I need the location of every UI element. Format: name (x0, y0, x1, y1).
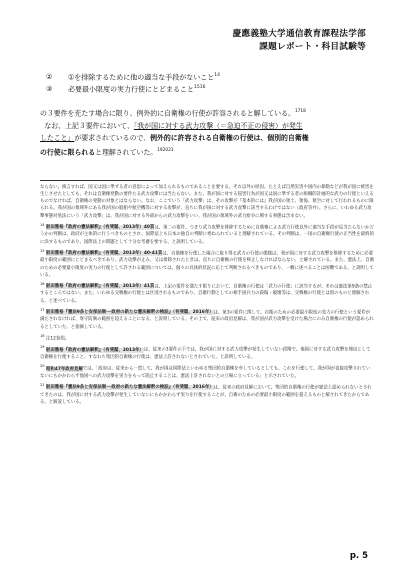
footnote-number: 15 (40, 248, 45, 253)
footnote (40, 307, 374, 331)
footnote (40, 333, 374, 343)
bold-text: 例外的に許容される自衛権の行使は、個別的自衛権 (150, 134, 309, 143)
footnote-source: 阪田雅裕『政府の憲法解釈』（有斐閣、2013年） (45, 347, 144, 353)
footnote-source: 阪田雅裕『政府の憲法解釈』（有斐閣、2013年）41頁 (45, 284, 155, 290)
body-line (40, 132, 374, 145)
body-line (40, 120, 374, 133)
footnote-number: 17 (40, 307, 45, 312)
underlined-text: したこと」 (40, 134, 75, 143)
item-number: ② (46, 73, 53, 82)
university-name: 慶應義塾大学通信教育課程法学部 (232, 29, 366, 39)
page-number: p. 5 (349, 551, 368, 561)
footnote-text: は、自衛権を行使した場合に取り得る武力の行使の態様は、我が国に対する武力攻撃を排除するために必要最小限度の範囲にとどまるべきであり、武力攻撃が止み、又は排除されたときは、直ちに自衛権の行使を終止しなければならない、と解されている。また、憲法上、自衛のための必要最小限度の実力の行使として許される範囲については、個々の具体的状況に応じて判断されるべきものであり、一概に述べることは困難である、と説明している。 (40, 251, 374, 278)
body-text: の３要件を充たす場合に限り、例外的に自衛権の行使が許容されると解している。 (40, 109, 295, 118)
page-header (233, 28, 366, 54)
footnote (40, 281, 374, 305)
item-text: ①を排除するために他の適当な手段がないこと (68, 73, 215, 82)
footnote-number: 18 (40, 333, 45, 338)
footnote-number: 14 (40, 222, 45, 227)
item-number: ③ (46, 85, 53, 94)
footnote-text: 注12参照。 (45, 336, 70, 342)
footnote-text: ならない。換言すれば、国又は国に準ずる者の意思によって加えられるものであることを要する。それ以外の原因、たとえば自然災害や国内の暴動などが我が国に被害を生じさせたとしても、それは自衛権発動の要件たる武力攻撃には当たらない。また、我が国に対する侵害行為が国又は国に準ずる者の組織的計画的な武力の行使といえるものでなければ、自衛権の発動の対象とはならない。なお、ここでいう「武力攻撃」は、その攻撃が『基本的には』我が国の領土、領海、領空に対して行われるものに限られる。我が国の領域外にある我が国の船舶や航空機等に対する攻撃が、直ちに我が国に対する武力攻撃に該当するわけではない（政府答弁）。さらに、いわゆる武力攻撃事態対処法にいう「武力攻撃」は、我が国に対する外部からの武力攻撃をいい、我が国の領域外の武力紛争に関する事態は含まない。 (40, 185, 374, 219)
footnote-divider (40, 180, 160, 181)
body-text: なお、上記３要件において、 (44, 121, 134, 130)
footnote-source: 阪田雅裕『政府の憲法解釈』（有斐閣、2013年）40頁 (45, 225, 155, 231)
body-line (40, 145, 374, 159)
item-text: 必要最小限度の実力行使にとどまること (68, 85, 194, 94)
list-item (46, 82, 376, 94)
footnote-ref: 1718 (294, 109, 306, 114)
footnote (40, 184, 374, 220)
footnote-text: は、従来の政府見解において、集団的自衛権の行使が憲法上認められないとされてきたのは、我が国に対する武力攻撃が発生していないにもかかわらず実力を行使することが、自衛のための必要最小限度の範囲を超えるものと解されてきたからである、と解説している。 (40, 385, 372, 405)
list-item (46, 70, 376, 82)
footnote-number: 20 (40, 364, 45, 369)
footnote (40, 222, 374, 246)
footnote-ref: 1516 (194, 85, 206, 90)
footnote-number: 19 (40, 345, 45, 350)
footnote-text: では、「政府は、従来から一貫して、我が国は国際法上いわゆる集団的自衛権を有しているとしても、これを行使して、我が国が直接攻撃されていないにもかかわらず他国への武力攻撃を実力をもって阻止することは、憲法上許されないとの立場に立っている」と示されていた。 (40, 366, 371, 379)
footnote-number: 21 (40, 382, 45, 387)
footnote-source: 阪田雅裕『政府の憲法解釈』（有斐閣、2013年）40-41頁 (45, 251, 163, 257)
bold-text: の行使に限られる (40, 148, 96, 157)
footnote-source: 阪田雅裕『憲法9条と安保法制──政府の新たな憲法解釈の検証』（有斐閣、2016年） (45, 310, 214, 316)
footnote-source: 昭和47年政府見解 (45, 366, 83, 372)
footnote (40, 344, 374, 361)
body-text: と理解されていた。 (95, 148, 158, 157)
footnote (40, 248, 374, 279)
body-line (40, 106, 374, 120)
document-title: 課題レポート・科目試験等 (259, 42, 366, 52)
footnote-text: は、従来の3要件の下では、我が国に対する武力攻撃が発生していない段階で、他国に対する武力攻撃を理由として自衛権を行使すること、すなわち集団的自衛権の行使は、憲法上許されないとされていた、と説明している。 (40, 347, 371, 360)
footnote (40, 363, 374, 380)
underlined-text: 「我が国に対する武力攻撃（＝急迫不正の侵害）が発生 (133, 121, 303, 130)
footnote-text: は、第3の要件に関して、自衛のための必要最小限度の実力の行使という要件が満たされなければ、専守防衛の範囲を超えることになる、と説明している。その上で、従来の政府見解は、我が国が武力攻撃を受けた場合にのみ自衛権の行使が認められるとしていた、と指摘している。 (40, 310, 374, 330)
body-text: が要求されているので、 (74, 134, 151, 143)
footnote-ref: 14 (214, 73, 221, 78)
footnote-text: は、上記の要件を満たす限りにおいて、自衛権の行使は「武力の行使」に該当するが、それは憲法第9条の禁止するところではない。また、いわゆる交戦権の行使とは区別されるものであり、自衛行動としての相手国兵力の殺傷・破壊等は、交戦権の行使とは別のものと理解される、と述べている。 (40, 284, 373, 304)
footnote-text: は、第二の要件、つまり武力攻撃を排除するために自衛権による武力行使以外に適当な手段が見当たらないかどうかの判断は、政府が主体的に行うべきものとされ、国際法上も日本の独自の判断に委ねられていると理解されている。その判断は、一国の自衛権行使の正当性を最終的に決するものであり、国際法上の問題として十分な考慮を要する、と説明している。 (40, 225, 374, 245)
footnote-number: 16 (40, 281, 45, 286)
footnote (40, 382, 374, 406)
body-paragraph (40, 106, 374, 159)
footnote-source: 阪田雅裕『憲法9条と安保法制──政府の新たな憲法解釈の検証』（有斐閣、2016年） (45, 385, 214, 391)
footnote-ref: 192021 (157, 148, 174, 154)
requirements-list (46, 70, 376, 94)
footnotes (40, 184, 374, 408)
